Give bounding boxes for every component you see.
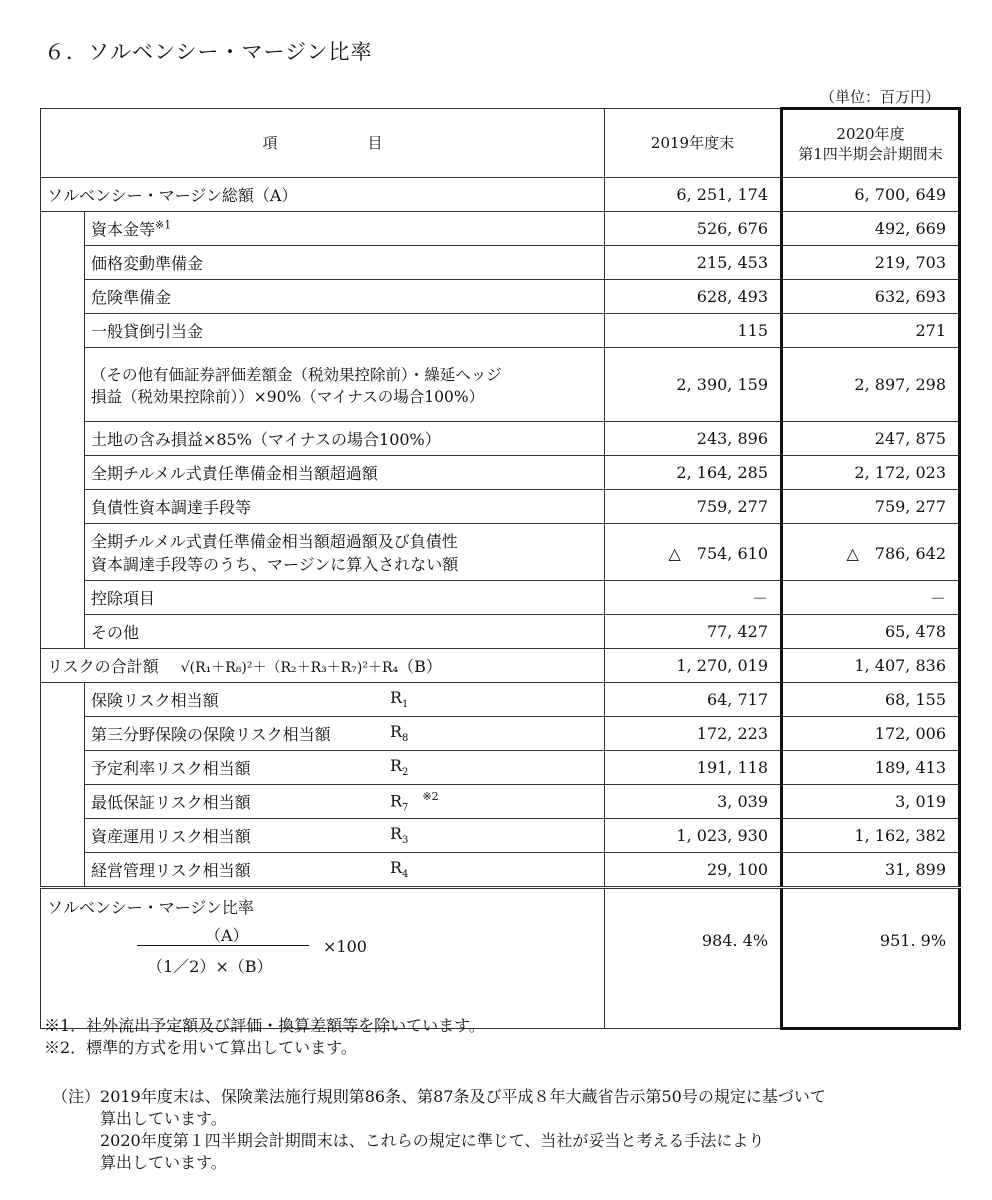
value-a: 64, 717: [605, 683, 782, 717]
value-b: 172, 006: [782, 717, 960, 751]
table-row: [41, 683, 960, 717]
table-row: [41, 615, 960, 649]
value-a: 172, 223: [605, 717, 782, 751]
value-b: 492, 669: [782, 212, 960, 246]
risk-symbol: $R_3$: [390, 824, 409, 847]
table-header-row: [41, 109, 960, 178]
row-label-line2: 損益（税効果控除前））×90%（マイナスの場合100%）: [91, 387, 485, 406]
fraction-line: [137, 945, 309, 946]
value-b: △ 786, 642: [782, 524, 960, 581]
row-label: 価格変動準備金: [85, 246, 605, 280]
risk-symbol: $R_1$: [390, 688, 409, 711]
ratio-value-b: 951. 9%: [782, 888, 960, 1029]
table-row: [41, 524, 960, 581]
header-col-b-line1: 2020年度: [836, 124, 905, 143]
table-row: [41, 853, 960, 888]
risk-formula: √(R₁＋R₈)²＋（R₂＋R₃＋R₇)²＋R₄: [180, 660, 399, 676]
table-row: [41, 785, 960, 819]
total-label: ソルベンシー・マージン総額（A）: [41, 178, 605, 212]
row-label: [85, 524, 605, 581]
risk-symbol: $R_4$: [390, 858, 409, 881]
remark-line: 2020年度第１四半期会計期間末は、これらの規定に準じて、当社が妥当と考える手法により: [100, 1131, 765, 1150]
row-label: その他: [85, 615, 605, 649]
table-row: [41, 422, 960, 456]
table-row: [41, 456, 960, 490]
row-label: [85, 348, 605, 422]
value-b: 219, 703: [782, 246, 960, 280]
value-a: 29, 100: [605, 853, 782, 888]
row-label-line2: 資本調達手段等のうち、マージンに算入されない額: [91, 555, 459, 574]
row-label: 危険準備金: [85, 280, 605, 314]
ratio-denominator: （1／2）×（B）: [147, 957, 273, 976]
value-a: 77, 427: [605, 615, 782, 649]
row-label: 資産運用リスク相当額 $R_3$: [85, 819, 605, 853]
ratio-multiplier: ×100: [323, 937, 367, 956]
footnote-2: ※2．標準的方式を用いて算出しています。: [44, 1038, 357, 1057]
value-b: 759, 277: [782, 490, 960, 524]
row-label: 控除項目: [85, 581, 605, 615]
remark: [52, 1086, 826, 1174]
row-label: 資本金等$^{※1}$: [85, 212, 605, 246]
row-label: 全期チルメル式責任準備金相当額超過額: [85, 456, 605, 490]
ratio-value-a: 984. 4%: [605, 888, 782, 1029]
row-label: 保険リスク相当額 $R_1$: [85, 683, 605, 717]
header-col-b-line2: 第1四半期会計期間末: [798, 144, 943, 163]
value-b: －: [782, 581, 960, 615]
page-title: ６．ソルベンシー・マージン比率: [44, 40, 373, 64]
total-value-b: 6, 700, 649: [782, 178, 960, 212]
value-a: 1, 023, 930: [605, 819, 782, 853]
value-b: 3, 019: [782, 785, 960, 819]
row-label-line1: 全期チルメル式責任準備金相当額超過額及び負債性: [91, 532, 458, 551]
row-label: 予定利率リスク相当額 $R_2$: [85, 751, 605, 785]
risk-symbol: $R_8$: [390, 722, 409, 745]
ratio-label-cell: [41, 888, 605, 1029]
ratio-numerator: （A）: [205, 926, 249, 945]
value-b: 247, 875: [782, 422, 960, 456]
footnote-1: ※1．社外流出予定額及び評価・換算差額等を除いています。: [44, 1016, 485, 1035]
value-b: 271: [782, 314, 960, 348]
header-col-b: [782, 109, 960, 178]
row-label: 最低保証リスク相当額 $R_7^{※2}$: [85, 785, 605, 819]
table-row: [41, 212, 960, 246]
value-a: 526, 676: [605, 212, 782, 246]
row-label-line1: （その他有価証券評価差額金（税効果控除前）・繰延ヘッジ: [91, 365, 502, 384]
remark-line: 算出しています。: [100, 1153, 227, 1172]
value-b: 2, 897, 298: [782, 348, 960, 422]
value-a: 243, 896: [605, 422, 782, 456]
table-row: [41, 649, 960, 683]
header-col-a: 2019年度末: [605, 109, 782, 178]
table-row: [41, 348, 960, 422]
row-label: 土地の含み損益×85%（マイナスの場合100%）: [85, 422, 605, 456]
footnote-mark: ※1: [155, 218, 172, 232]
table-row: [41, 751, 960, 785]
value-a: 215, 453: [605, 246, 782, 280]
risk-symbol: $R_2$: [390, 756, 409, 779]
unit-label: （単位：百万円）: [820, 88, 941, 106]
value-a: 2, 164, 285: [605, 456, 782, 490]
risk-total-value-a: 1, 270, 019: [605, 649, 782, 683]
value-a: 628, 493: [605, 280, 782, 314]
row-label: 経営管理リスク相当額 $R_4$: [85, 853, 605, 888]
value-a: －: [605, 581, 782, 615]
table-row: [41, 280, 960, 314]
value-a: 2, 390, 159: [605, 348, 782, 422]
row-label: 一般貸倒引当金: [85, 314, 605, 348]
value-b: 68, 155: [782, 683, 960, 717]
table-row: [41, 819, 960, 853]
value-a: 115: [605, 314, 782, 348]
row-label: 負債性資本調達手段等: [85, 490, 605, 524]
value-a: 759, 277: [605, 490, 782, 524]
remark-line: 算出しています。: [100, 1109, 227, 1128]
value-b: 2, 172, 023: [782, 456, 960, 490]
value-b: 65, 478: [782, 615, 960, 649]
value-a: 3, 039: [605, 785, 782, 819]
ratio-label: ソルベンシー・マージン比率: [47, 898, 254, 917]
row-label: 第三分野保険の保険リスク相当額 $R_8$: [85, 717, 605, 751]
total-value-a: 6, 251, 174: [605, 178, 782, 212]
table-row: [41, 178, 960, 212]
table-row: [41, 717, 960, 751]
table-row: [41, 314, 960, 348]
value-b: 1, 162, 382: [782, 819, 960, 853]
value-b: 632, 693: [782, 280, 960, 314]
risk-total-label: リスクの合計額 √(R₁＋R₈)²＋（R₂＋R₃＋R₇)²＋R₄（B）: [41, 649, 605, 683]
value-a: △ 754, 610: [605, 524, 782, 581]
table-row: [41, 246, 960, 280]
risk-symbol: $R_7^{※2}$: [390, 790, 439, 814]
risk-total-value-b: 1, 407, 836: [782, 649, 960, 683]
value-b: 189, 413: [782, 751, 960, 785]
footnote-mark: ※2: [422, 790, 439, 803]
value-b: 31, 899: [782, 853, 960, 888]
footnotes: [44, 1015, 485, 1059]
table-row: [41, 581, 960, 615]
solvency-margin-table: [40, 107, 961, 1030]
ratio-row: [41, 888, 960, 1029]
value-a: 191, 118: [605, 751, 782, 785]
header-item: 項 目: [41, 109, 605, 178]
remark-line: （注）2019年度末は、保険業法施行規則第86条、第87条及び平成８年大蔵省告示第50号の規定に基づいて: [52, 1087, 826, 1106]
remark-lead: （注）: [52, 1087, 101, 1106]
table-row: [41, 490, 960, 524]
